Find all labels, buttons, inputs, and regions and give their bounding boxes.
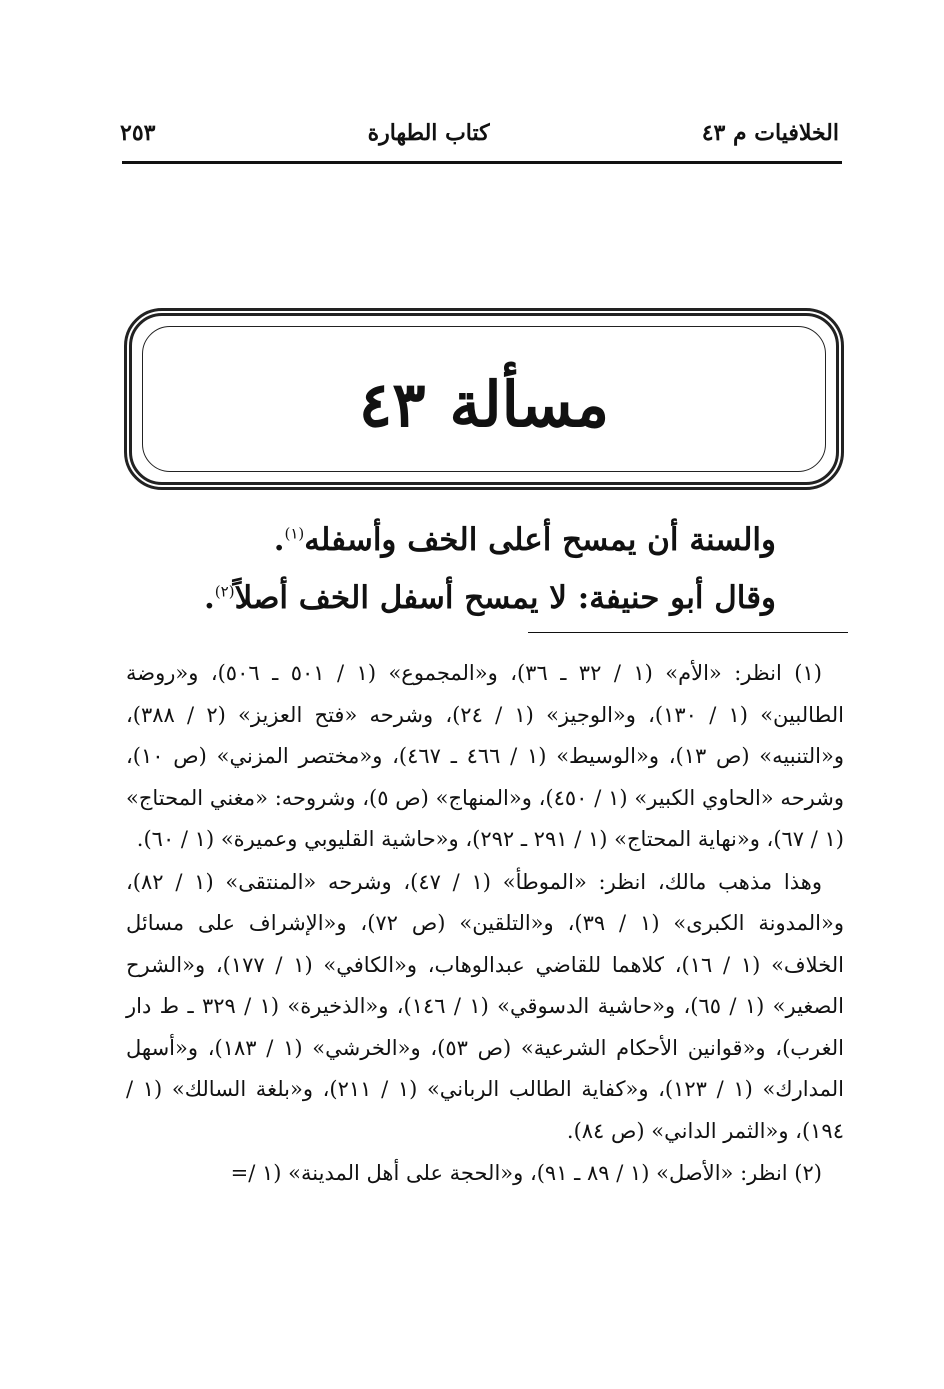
issue-title-frame (124, 308, 844, 490)
issue-title (132, 368, 836, 441)
footnote-separator (528, 632, 848, 633)
issue-number: ٤٣ (358, 368, 426, 441)
footnote-1-maliki: وهذا مذهب مالك، انظر: «الموطأ» (١ / ٤٧)، وشرحه «المنتقى» (١ / ٨٢)، و«المدونة الكبرى» (١ / ٣٩)، و«التلقين» (ص ٧٢)، و«الإشراف على مسائل الخلاف» (١ / ١٦)، كلاهما للقاضي عبدالوهاب، و«الكافي» (١ / ١٧٧)، و«الشرح الصغير» (١ / ٦٥)، و«حاشية الدسوقي» (١ / ١٤٦)، و«الذخيرة» (١ / ٣٢٩ ـ ط دار الغرب)، و«قوانين الأحكام الشرعية» (ص ٥٣)، و«الخرشي» (١ / ١٨٣)، و«أسهل المدارك» (١ / ١٢٣)، و«كفاية الطالب الرباني» (١ / ٢١١)، و«بلغة السالك» (١ / ١٩٤)، و«الثمر الداني» (ص ٨٤). (126, 869, 844, 1143)
footnotes (126, 653, 844, 1195)
main-text-2-end: . (204, 580, 215, 616)
running-header (120, 113, 839, 153)
main-text-1-end: . (273, 522, 285, 558)
main-text-2: وقال أبو حنيفة: لا يمسح أسفل الخف أصلاً (234, 580, 776, 616)
header-chapter-title: كتاب الطهارة (367, 120, 490, 146)
footnote-2-text: (٢) انظر: «الأصل» (١ / ٨٩ ـ ٩١)، و«الحجة على أهل المدينة» (١ / (248, 1161, 822, 1185)
main-text-1: والسنة أن يمسح أعلى الخف وأسفله (304, 522, 776, 558)
main-text-line-1 (156, 522, 776, 559)
page-number: ٢٥٣ (120, 120, 156, 146)
footnote-ref-2[interactable]: (٢) (214, 582, 235, 601)
footnote-2 (126, 1153, 844, 1195)
header-rule (122, 161, 842, 164)
header-book-ref: الخلافيات م ٤٣ (701, 120, 839, 146)
footnote-1: (١) انظر: «الأم» (١ / ٣٢ ـ ٣٦)، و«المجموع» (١ / ٥٠١ ـ ٥٠٦)، و«روضة الطالبين» (١ / ١٣٠)، و«الوجيز» (١ / ٢٤)، وشرحه «فتح العزيز» (٢ / ٣٨٨)، و«التنبيه» (ص ١٣)، و«الوسيط» (١ / ٤٦٦ ـ ٤٦٧)، و«مختصر المزني» (ص ١٠)، وشرحه «الحاوي الكبير» (١ / ٤٥٠)، و«المنهاج» (ص ٥)، وشروحه: «مغني المحتاج» (١ / ٦٧)، و«نهاية المحتاج» (١ / ٢٩١ ـ ٢٩٢)، و«حاشية القليوبي وعميرة» (١ / ٦٠). (126, 661, 845, 851)
main-text-line-2 (156, 580, 776, 617)
continuation-mark: = (230, 1161, 249, 1185)
footnote-ref-1[interactable]: (١) (284, 524, 305, 543)
issue-title-word: مسألة (449, 368, 610, 441)
